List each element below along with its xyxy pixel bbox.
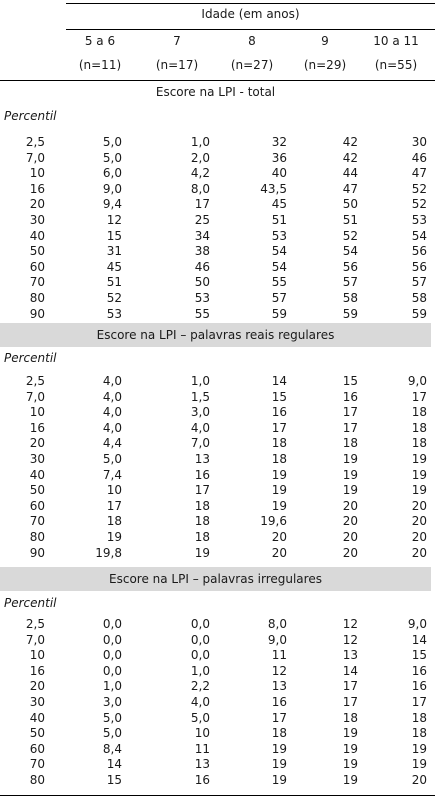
cell-age-8: 11 <box>271 648 287 663</box>
cell-age-8: 19,6 <box>260 514 287 529</box>
cell-age-8: 17 <box>271 710 287 725</box>
cell-percentile: 70 <box>29 514 45 529</box>
cell-age-7: 0,0 <box>190 632 210 647</box>
cell-age-10-11: 19 <box>411 757 427 772</box>
cell-age-5-6: 17 <box>106 498 122 513</box>
cell-percentile: 60 <box>29 498 45 513</box>
cell-age-10-11: 16 <box>411 679 427 694</box>
cell-age-7: 18 <box>194 530 210 544</box>
cell-age-9: 20 <box>342 514 358 529</box>
cell-age-10-11: 19 <box>411 452 427 466</box>
cell-age-9: 19 <box>342 483 358 498</box>
cell-age-10-11: 19 <box>411 741 427 756</box>
column-n-5-6: (n=11) <box>78 58 122 72</box>
cell-age-7: 0,0 <box>190 617 210 631</box>
percentil-label-total: Percentil <box>4 109 57 123</box>
cell-age-7: 1,0 <box>190 374 210 388</box>
cell-age-10-11: 52 <box>411 197 427 212</box>
table-row <box>0 151 435 166</box>
cell-age-10-11: 54 <box>411 228 427 243</box>
table-row <box>0 374 435 389</box>
cell-percentile: 90 <box>29 545 45 560</box>
cell-percentile: 30 <box>29 695 45 709</box>
cell-age-7: 25 <box>194 213 210 227</box>
table-row <box>0 307 435 322</box>
cell-percentile: 80 <box>29 773 45 787</box>
cell-age-10-11: 20 <box>411 498 427 513</box>
cell-age-8: 19 <box>271 773 287 787</box>
cell-percentile: 80 <box>29 291 45 305</box>
cell-age-9: 13 <box>342 648 358 663</box>
cell-age-7: 1,0 <box>190 135 210 149</box>
cell-age-7: 4,0 <box>190 420 210 435</box>
cell-age-5-6: 19 <box>106 530 122 544</box>
table-row <box>0 452 435 467</box>
cell-age-7: 5,0 <box>190 710 210 725</box>
cell-age-8: 19 <box>271 467 287 482</box>
table-row <box>0 617 435 632</box>
cell-percentile: 2,5 <box>25 135 45 149</box>
cell-age-5-6: 19,8 <box>95 545 122 560</box>
cell-age-9: 19 <box>342 726 358 741</box>
cell-age-8: 51 <box>271 213 287 227</box>
column-header-9: 9 <box>321 34 329 48</box>
cell-age-9: 17 <box>342 695 358 709</box>
cell-age-10-11: 57 <box>411 275 427 290</box>
cell-age-5-6: 0,0 <box>102 663 122 678</box>
cell-percentile: 2,5 <box>25 617 45 631</box>
cell-age-5-6: 4,0 <box>102 405 122 420</box>
cell-age-8: 12 <box>271 663 287 678</box>
cell-age-8: 59 <box>271 306 287 321</box>
cell-age-9: 56 <box>342 259 358 274</box>
cell-age-10-11: 20 <box>411 514 427 529</box>
cell-percentile: 10 <box>29 648 45 663</box>
cell-percentile: 16 <box>29 663 45 678</box>
table-row <box>0 664 435 679</box>
cell-age-10-11: 59 <box>411 306 427 321</box>
table-row <box>0 633 435 648</box>
cell-age-9: 20 <box>342 498 358 513</box>
cell-age-10-11: 18 <box>411 726 427 741</box>
table-row <box>0 182 435 197</box>
table-bottom-rule <box>0 795 435 796</box>
cell-age-9: 42 <box>342 150 358 165</box>
cell-age-7: 16 <box>194 467 210 482</box>
table-row <box>0 742 435 757</box>
cell-age-8: 20 <box>271 545 287 560</box>
section-title-regulares: Escore na LPI – palavras reais regulares <box>0 323 431 347</box>
table-row <box>0 405 435 420</box>
table-row <box>0 773 435 788</box>
table-row <box>0 244 435 259</box>
cell-age-8: 19 <box>271 757 287 772</box>
cell-age-7: 17 <box>194 197 210 212</box>
cell-age-8: 54 <box>271 244 287 259</box>
cell-age-10-11: 20 <box>411 545 427 560</box>
column-n-9: (n=29) <box>303 58 347 72</box>
cell-age-9: 19 <box>342 452 358 466</box>
cell-age-9: 12 <box>342 617 358 631</box>
table-row <box>0 197 435 212</box>
cell-percentile: 10 <box>29 166 45 181</box>
cell-percentile: 30 <box>29 452 45 466</box>
cell-age-9: 51 <box>342 213 358 227</box>
cell-age-10-11: 14 <box>411 632 427 647</box>
table-row <box>0 695 435 710</box>
cell-age-8: 18 <box>271 726 287 741</box>
cell-percentile: 30 <box>29 213 45 227</box>
cell-percentile: 20 <box>29 436 45 451</box>
column-header-7: 7 <box>173 34 181 48</box>
table-row <box>0 390 435 405</box>
cell-age-5-6: 5,0 <box>102 726 122 741</box>
cell-age-10-11: 46 <box>411 150 427 165</box>
cell-age-8: 17 <box>271 420 287 435</box>
age-group-header: Idade (em anos) <box>201 7 300 21</box>
cell-age-9: 17 <box>342 405 358 420</box>
cell-age-10-11: 18 <box>411 405 427 420</box>
group-header-rule <box>66 29 435 30</box>
cell-age-7: 18 <box>194 498 210 513</box>
cell-age-7: 11 <box>194 741 210 756</box>
cell-age-8: 18 <box>271 452 287 466</box>
cell-age-7: 1,0 <box>190 663 210 678</box>
cell-age-5-6: 12 <box>106 213 122 227</box>
cell-age-8: 14 <box>271 374 287 388</box>
cell-age-5-6: 14 <box>106 757 122 772</box>
cell-age-8: 16 <box>271 405 287 420</box>
cell-age-5-6: 18 <box>106 514 122 529</box>
cell-percentile: 16 <box>29 420 45 435</box>
column-header-5-6: 5 a 6 <box>84 34 116 48</box>
cell-age-9: 15 <box>342 374 358 388</box>
cell-age-8: 36 <box>271 150 287 165</box>
cell-age-9: 52 <box>342 228 358 243</box>
cell-percentile: 40 <box>29 710 45 725</box>
cell-age-10-11: 52 <box>411 181 427 196</box>
cell-age-5-6: 1,0 <box>102 679 122 694</box>
cell-age-7: 38 <box>194 244 210 259</box>
cell-age-8: 45 <box>271 197 287 212</box>
column-n-8: (n=27) <box>230 58 274 72</box>
cell-age-9: 19 <box>342 773 358 787</box>
cell-age-9: 47 <box>342 181 358 196</box>
cell-age-9: 50 <box>342 197 358 212</box>
cell-age-9: 17 <box>342 679 358 694</box>
cell-age-7: 53 <box>194 291 210 305</box>
cell-age-8: 57 <box>271 291 287 305</box>
cell-age-10-11: 15 <box>411 648 427 663</box>
cell-percentile: 70 <box>29 275 45 290</box>
cell-age-8: 19 <box>271 498 287 513</box>
cell-age-5-6: 45 <box>106 259 122 274</box>
cell-age-9: 19 <box>342 757 358 772</box>
cell-age-5-6: 7,4 <box>102 467 122 482</box>
cell-age-10-11: 18 <box>411 420 427 435</box>
cell-age-9: 59 <box>342 306 358 321</box>
cell-age-8: 53 <box>271 228 287 243</box>
section-title-irregulares: Escore na LPI – palavras irregulares <box>0 567 431 591</box>
table-row <box>0 711 435 726</box>
cell-age-7: 16 <box>194 773 210 787</box>
cell-age-10-11: 18 <box>411 710 427 725</box>
cell-age-5-6: 15 <box>106 228 122 243</box>
cell-age-8: 43,5 <box>260 181 287 196</box>
cell-age-10-11: 16 <box>411 663 427 678</box>
cell-age-10-11: 47 <box>411 166 427 181</box>
cell-percentile: 50 <box>29 244 45 259</box>
cell-percentile: 10 <box>29 405 45 420</box>
cell-age-7: 13 <box>194 757 210 772</box>
cell-age-10-11: 20 <box>411 530 427 544</box>
cell-age-7: 46 <box>194 259 210 274</box>
cell-age-7: 4,0 <box>190 695 210 709</box>
cell-age-5-6: 6,0 <box>102 166 122 181</box>
cell-age-10-11: 17 <box>411 695 427 709</box>
cell-age-7: 18 <box>194 514 210 529</box>
cell-age-10-11: 19 <box>411 467 427 482</box>
cell-age-5-6: 4,0 <box>102 420 122 435</box>
cell-age-5-6: 0,0 <box>102 617 122 631</box>
cell-age-5-6: 5,0 <box>102 135 122 149</box>
cell-age-10-11: 56 <box>411 244 427 259</box>
table-row <box>0 514 435 529</box>
cell-age-9: 42 <box>342 135 358 149</box>
cell-percentile: 7,0 <box>25 389 45 404</box>
cell-age-8: 8,0 <box>267 617 287 631</box>
cell-age-5-6: 51 <box>106 275 122 290</box>
cell-age-8: 20 <box>271 530 287 544</box>
cell-age-5-6: 3,0 <box>102 695 122 709</box>
table-row <box>0 468 435 483</box>
cell-age-9: 20 <box>342 530 358 544</box>
table-row <box>0 260 435 275</box>
cell-age-5-6: 9,0 <box>102 181 122 196</box>
cell-percentile: 7,0 <box>25 632 45 647</box>
cell-age-8: 19 <box>271 483 287 498</box>
cell-age-7: 0,0 <box>190 648 210 663</box>
cell-age-10-11: 58 <box>411 291 427 305</box>
table-row <box>0 679 435 694</box>
cell-age-9: 19 <box>342 467 358 482</box>
table-row <box>0 483 435 498</box>
cell-percentile: 50 <box>29 726 45 741</box>
cell-age-5-6: 4,4 <box>102 436 122 451</box>
cell-age-7: 8,0 <box>190 181 210 196</box>
cell-age-5-6: 4,0 <box>102 374 122 388</box>
table-row <box>0 166 435 181</box>
cell-percentile: 80 <box>29 530 45 544</box>
cell-age-5-6: 9,4 <box>102 197 122 212</box>
cell-age-8: 15 <box>271 389 287 404</box>
cell-age-10-11: 9,0 <box>407 617 427 631</box>
cell-age-10-11: 19 <box>411 483 427 498</box>
column-n-7: (n=17) <box>155 58 199 72</box>
cell-age-9: 44 <box>342 166 358 181</box>
cell-age-9: 54 <box>342 244 358 259</box>
cell-percentile: 50 <box>29 483 45 498</box>
cell-percentile: 60 <box>29 741 45 756</box>
cell-age-10-11: 17 <box>411 389 427 404</box>
cell-age-5-6: 5,0 <box>102 710 122 725</box>
cell-age-5-6: 5,0 <box>102 452 122 466</box>
table-row <box>0 499 435 514</box>
cell-age-7: 4,2 <box>190 166 210 181</box>
cell-age-8: 13 <box>271 679 287 694</box>
cell-age-10-11: 18 <box>411 436 427 451</box>
cell-percentile: 20 <box>29 679 45 694</box>
cell-percentile: 7,0 <box>25 150 45 165</box>
cell-age-8: 40 <box>271 166 287 181</box>
cell-age-5-6: 5,0 <box>102 150 122 165</box>
column-header-10-11: 10 a 11 <box>373 34 419 48</box>
cell-percentile: 2,5 <box>25 374 45 388</box>
cell-age-10-11: 56 <box>411 259 427 274</box>
cell-age-7: 10 <box>194 726 210 741</box>
cell-age-5-6: 10 <box>106 483 122 498</box>
cell-age-7: 7,0 <box>190 436 210 451</box>
cell-age-7: 2,0 <box>190 150 210 165</box>
table-row <box>0 436 435 451</box>
table-row <box>0 291 435 306</box>
cell-age-8: 55 <box>271 275 287 290</box>
table-row <box>0 213 435 228</box>
table-row <box>0 530 435 545</box>
cell-age-9: 17 <box>342 420 358 435</box>
cell-age-9: 18 <box>342 710 358 725</box>
cell-age-5-6: 53 <box>106 306 122 321</box>
column-header-8: 8 <box>248 34 256 48</box>
table-row <box>0 648 435 663</box>
cell-percentile: 16 <box>29 181 45 196</box>
cell-age-7: 34 <box>194 228 210 243</box>
cell-age-9: 16 <box>342 389 358 404</box>
cell-age-5-6: 4,0 <box>102 389 122 404</box>
cell-age-5-6: 8,4 <box>102 741 122 756</box>
cell-age-8: 32 <box>271 135 287 149</box>
cell-age-7: 2,2 <box>190 679 210 694</box>
table-row <box>0 757 435 772</box>
column-n-10-11: (n=55) <box>374 58 418 72</box>
cell-age-8: 16 <box>271 695 287 709</box>
cell-age-7: 13 <box>194 452 210 466</box>
table-row <box>0 421 435 436</box>
table-row <box>0 726 435 741</box>
cell-age-5-6: 0,0 <box>102 632 122 647</box>
cell-age-8: 19 <box>271 741 287 756</box>
cell-age-7: 50 <box>194 275 210 290</box>
cell-age-8: 18 <box>271 436 287 451</box>
table-row <box>0 229 435 244</box>
header-top-rule <box>66 3 435 4</box>
cell-age-9: 14 <box>342 663 358 678</box>
cell-age-9: 58 <box>342 291 358 305</box>
cell-age-10-11: 20 <box>411 773 427 787</box>
cell-age-9: 57 <box>342 275 358 290</box>
cell-percentile: 40 <box>29 228 45 243</box>
cell-age-5-6: 52 <box>106 291 122 305</box>
cell-percentile: 70 <box>29 757 45 772</box>
cell-age-7: 3,0 <box>190 405 210 420</box>
percentil-label-regulares: Percentil <box>4 351 57 365</box>
cell-percentile: 20 <box>29 197 45 212</box>
percentil-label-irregulares: Percentil <box>4 596 57 610</box>
cell-age-9: 18 <box>342 436 358 451</box>
cell-percentile: 40 <box>29 467 45 482</box>
cell-age-5-6: 15 <box>106 773 122 787</box>
cell-percentile: 60 <box>29 259 45 274</box>
cell-age-9: 12 <box>342 632 358 647</box>
table-row <box>0 546 435 561</box>
cell-age-9: 20 <box>342 545 358 560</box>
table-row <box>0 275 435 290</box>
table-row <box>0 135 435 150</box>
cell-age-7: 1,5 <box>190 389 210 404</box>
cell-age-8: 9,0 <box>267 632 287 647</box>
cell-percentile: 90 <box>29 306 45 321</box>
section-title-total: Escore na LPI - total <box>155 85 276 99</box>
cell-age-7: 17 <box>194 483 210 498</box>
cell-age-10-11: 30 <box>411 135 427 149</box>
cell-age-7: 19 <box>194 545 210 560</box>
cell-age-7: 55 <box>194 306 210 321</box>
cell-age-5-6: 0,0 <box>102 648 122 663</box>
cell-age-10-11: 9,0 <box>407 374 427 388</box>
cell-age-8: 54 <box>271 259 287 274</box>
cell-age-10-11: 53 <box>411 213 427 227</box>
cell-age-5-6: 31 <box>106 244 122 259</box>
cell-age-9: 19 <box>342 741 358 756</box>
